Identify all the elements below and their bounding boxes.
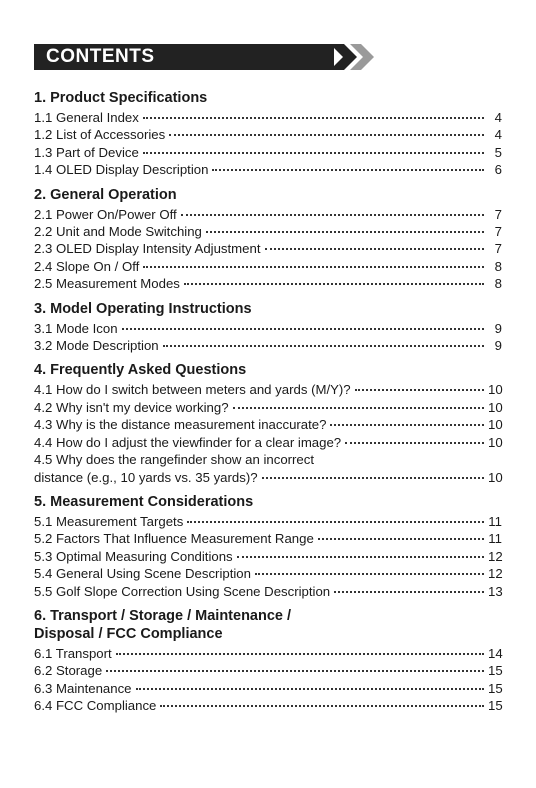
- section-title: 4. Frequently Asked Questions: [34, 362, 247, 379]
- dot-leader: [184, 283, 484, 285]
- entry-label: 4.3 Why is the distance measurement inaccurate?: [34, 417, 327, 433]
- dot-leader: [330, 424, 484, 426]
- toc-entry[interactable]: [34, 469, 502, 486]
- toc-entry[interactable]: [34, 548, 502, 565]
- dot-leader: [334, 591, 484, 593]
- dot-leader: [187, 521, 484, 523]
- dot-leader: [262, 477, 484, 479]
- dot-leader: [122, 328, 484, 330]
- toc-entry[interactable]: [34, 126, 502, 143]
- entry-label: 2.4 Slope On / Off: [34, 258, 140, 274]
- dot-leader: [181, 214, 484, 216]
- toc-entry[interactable]: [34, 275, 502, 292]
- entry-page: 10: [488, 417, 503, 433]
- entry-page: 10: [488, 469, 503, 485]
- toc-section: [34, 604, 502, 715]
- entry-page: 7: [494, 206, 502, 222]
- entry-label: 5.1 Measurement Targets: [34, 513, 184, 529]
- toc-entry[interactable]: [34, 109, 502, 126]
- toc-section: [34, 297, 502, 355]
- dot-leader: [233, 407, 484, 409]
- dot-leader: [255, 573, 484, 575]
- entry-label: 2.1 Power On/Power Off: [34, 206, 177, 222]
- section-title: 5. Measurement Considerations: [34, 493, 254, 510]
- section-title: 2. General Operation: [34, 186, 177, 203]
- entry-page: 12: [488, 548, 503, 564]
- toc-entry[interactable]: [34, 144, 502, 161]
- toc-entry[interactable]: [34, 645, 502, 662]
- dot-leader: [143, 152, 484, 154]
- entry-label: 6.3 Maintenance: [34, 680, 132, 696]
- dot-leader: [160, 705, 484, 707]
- toc-entry[interactable]: [34, 416, 502, 433]
- dot-leader: [206, 231, 484, 233]
- toc-section: [34, 86, 502, 179]
- entry-label: 6.4 FCC Compliance: [34, 698, 157, 714]
- toc-entry[interactable]: [34, 662, 502, 679]
- entry-page: 10: [488, 382, 503, 398]
- section-title-line1: 6. Transport / Storage / Maintenance /: [34, 607, 292, 624]
- toc-entry[interactable]: [34, 680, 502, 697]
- dot-leader: [355, 389, 484, 391]
- double-chevron-right-icon: [330, 44, 382, 70]
- entry-label: 4.2 Why isn't my device working?: [34, 399, 229, 415]
- toc-entry-first-line[interactable]: [34, 451, 502, 468]
- dot-leader: [318, 538, 484, 540]
- dot-leader: [106, 670, 484, 672]
- entry-page: 10: [488, 399, 503, 415]
- toc-section: [34, 358, 502, 485]
- section-title-line2: Disposal / FCC Compliance: [34, 625, 223, 642]
- toc-entry[interactable]: [34, 337, 502, 354]
- dot-leader: [143, 117, 484, 119]
- entry-page: 4: [494, 127, 502, 143]
- toc-entry[interactable]: [34, 583, 502, 600]
- toc-entry[interactable]: [34, 320, 502, 337]
- toc-entry[interactable]: [34, 399, 502, 416]
- section-title: 1. Product Specifications: [34, 90, 208, 106]
- entry-label: 1.2 List of Accessories: [34, 127, 166, 143]
- entry-page: 12: [488, 566, 503, 582]
- entry-page: 8: [494, 258, 502, 274]
- toc-section: [34, 183, 502, 293]
- entry-page: 11: [488, 513, 502, 529]
- dot-leader: [345, 442, 484, 444]
- dot-leader: [116, 653, 484, 655]
- entry-label: 4.5 Why does the rangefinder show an incorrect: [34, 452, 315, 468]
- toc-entry[interactable]: [34, 530, 502, 547]
- dot-leader: [143, 266, 484, 268]
- entry-page: 8: [494, 276, 502, 292]
- section-title: 3. Model Operating Instructions: [34, 300, 252, 317]
- entry-page: 11: [488, 531, 502, 547]
- entry-page: 7: [494, 224, 502, 240]
- toc-entry[interactable]: [34, 381, 502, 398]
- entry-label: 2.5 Measurement Modes: [34, 276, 180, 292]
- entry-label: 1.1 General Index: [34, 110, 139, 125]
- table-of-contents: [34, 86, 502, 719]
- dot-leader: [212, 169, 484, 171]
- toc-entry[interactable]: [34, 258, 502, 275]
- entry-page: 9: [494, 338, 502, 354]
- page-title: CONTENTS: [46, 46, 155, 67]
- entry-page: 5: [494, 144, 502, 160]
- entry-label: 1.3 Part of Device: [34, 144, 139, 160]
- section-title: [34, 604, 502, 645]
- toc-entry[interactable]: [34, 513, 502, 530]
- entry-page: 15: [488, 663, 503, 679]
- entry-label: 4.1 How do I switch between meters and yards (M/Y)?: [34, 382, 351, 398]
- entry-page: 9: [494, 320, 502, 336]
- entry-label: 2.2 Unit and Mode Switching: [34, 224, 202, 240]
- entry-label: 5.5 Golf Slope Correction Using Scene Description: [34, 583, 331, 599]
- toc-entry[interactable]: [34, 240, 502, 257]
- dot-leader: [163, 345, 484, 347]
- dot-leader: [169, 134, 484, 136]
- entry-label: 5.4 General Using Scene Description: [34, 566, 251, 582]
- dot-leader: [136, 688, 484, 690]
- entry-label: 6.2 Storage: [34, 663, 103, 679]
- dot-leader: [237, 556, 484, 558]
- entry-page: 4: [494, 110, 502, 125]
- entry-page: 14: [488, 645, 503, 661]
- entry-label: 5.2 Factors That Influence Measurement Range: [34, 531, 314, 547]
- toc-entry[interactable]: [34, 697, 502, 714]
- entry-page: 6: [494, 162, 502, 178]
- entry-page: 15: [488, 680, 503, 696]
- entry-label: 6.1 Transport: [34, 645, 112, 661]
- entry-label: 3.1 Mode Icon: [34, 320, 118, 336]
- contents-banner: [34, 44, 379, 70]
- entry-label: 3.2 Mode Description: [34, 338, 159, 354]
- toc-entry[interactable]: [34, 565, 502, 582]
- entry-label: 5.3 Optimal Measuring Conditions: [34, 548, 233, 564]
- entry-page: 15: [488, 698, 503, 714]
- dot-leader: [265, 248, 485, 250]
- entry-label: 1.4 OLED Display Description: [34, 162, 209, 178]
- entry-label: 4.4 How do I adjust the viewfinder for a clear image?: [34, 434, 342, 450]
- toc-entry[interactable]: [34, 434, 502, 451]
- toc-section: [34, 490, 502, 600]
- entry-label: 2.3 OLED Display Intensity Adjustment: [34, 241, 261, 257]
- toc-entry[interactable]: [34, 206, 502, 223]
- entry-page: 13: [488, 583, 503, 599]
- toc-entry[interactable]: [34, 161, 502, 178]
- entry-page: 7: [494, 241, 502, 257]
- entry-page: 10: [488, 434, 503, 450]
- toc-entry[interactable]: [34, 223, 502, 240]
- entry-label-continued: distance (e.g., 10 yards vs. 35 yards)?: [34, 469, 258, 485]
